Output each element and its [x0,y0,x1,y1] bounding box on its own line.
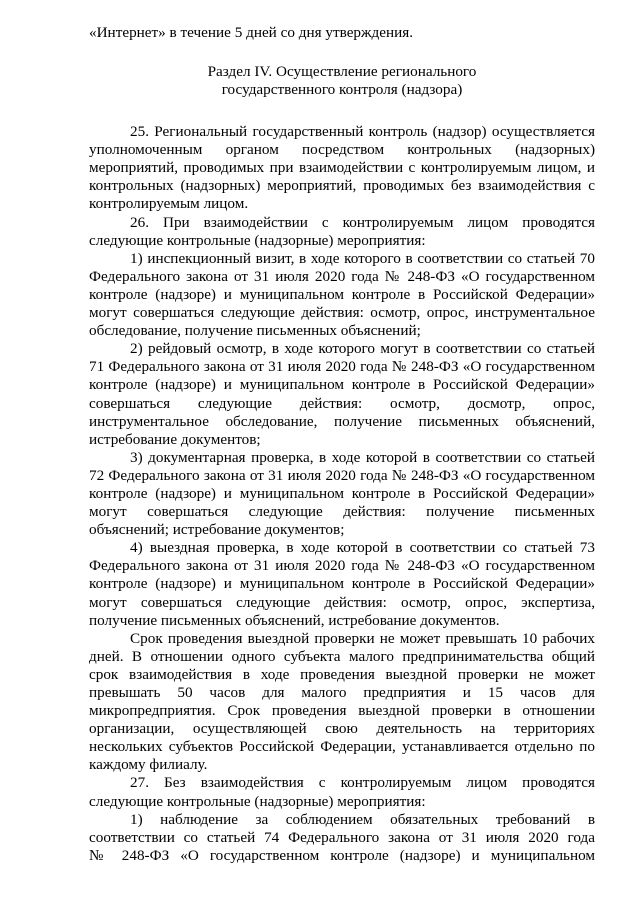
paragraph-text: 26. При взаимодействии с контролируемым лицом проводятся [130,213,595,231]
paragraph [89,449,595,539]
paragraph [89,250,595,340]
paragraph [89,811,595,865]
section-heading-line1: Раздел IV. Осуществление регионального [207,63,477,81]
paragraph-last-line: каждому филиалу. [89,756,208,774]
paragraph-last-line: следующие контрольные (надзорные) мероприятия: [89,231,426,249]
paragraph-last-line: обследование, получение письменных объяснений; [89,322,421,340]
paragraph-text: 1) инспекционный визит, в ходе которого в соответствии со статьей 70 Федерального закона от 31 июля 2020 года № 248-ФЗ «О государственном контроле (надзоре) и муниципальном контроле в Российской Федерации» могут совершаться следующие действия: осмотр, опрос, инструментальное [89,249,595,322]
paragraph [89,539,595,629]
paragraph-text: 1) наблюдение за соблюдением обязательных требований в соответствии со статьей 74 Федерального закона от 31 июля 2020 года [89,810,595,846]
document-page [89,24,595,865]
paragraph [89,774,595,810]
paragraph [89,123,595,213]
document-body [89,123,595,865]
paragraph-text: 27. Без взаимодействия с контролируемым лицом проводятся [130,774,595,792]
paragraph [89,630,595,775]
section-heading-line2: государственного контроля (надзора) [221,81,463,99]
paragraph-last-line: истребование документов; [89,430,261,448]
intro-line: «Интернет» в течение 5 дней со дня утверждения. [89,24,414,41]
paragraph-text: Срок проведения выездной проверки не может превышать 10 рабочих дней. В отношении одного субъекта малого предпринимательства общий срок взаимодействия в ходе проведения выездной проверки не может превышать 50 часов для малого предприятия и 15 часов для микропредприятия. Срок проведения выездной проверки в отношении организации, осуществляющей свою деятельность на территориях нескольких субъектов Российской Федерации, устанавливается отдельно по [89,629,595,756]
paragraph-text: 25. Региональный государственный контроль (надзор) осуществляется уполномоченным органом посредством контрольных (надзорных) мероприятий, проводимых при взаимодействии с контролируемым лицом, и контрольных (надзорных) мероприятий, проводимых без взаимодействия с [89,123,595,195]
paragraph-last-line: объяснений; истребование документов; [89,521,345,539]
paragraph [89,214,595,250]
paragraph-last-line: получение письменных объяснений, истребование документов. [89,611,500,629]
paragraph [89,340,595,449]
paragraph-last-line: контролируемым лицом. [89,195,249,213]
paragraph-text: 3) документарная проверка, в ходе которой в соответствии со статьей 72 Федерального закона от 31 июля 2020 года № 248-ФЗ «О государственном контроле (надзоре) и муниципальном контроле в Российской Федерации» могут совершаться следующие действия: получение письменных [89,448,595,521]
paragraph-last-line: следующие контрольные (надзорные) мероприятия: [89,792,426,810]
section-heading [89,63,595,99]
paragraph-text: 4) выездная проверка, в ходе которой в соответствии со статьей 73 Федерального закона от 31 июля 2020 года № 248-ФЗ «О государственном контроле (надзоре) и муниципальном контроле в Российской Федерации» могут совершаться следующие действия: осмотр, опрос, экспертиза, [89,539,595,611]
paragraph-text: 2) рейдовый осмотр, в ходе которого могут в соответствии со статьей 71 Федерального закона от 31 июля 2020 года № 248-ФЗ «О государственном контроле (надзоре) и муниципальном контроле в Российской Федерации» совершаться следующие действия: осмотр, досмотр, опрос, инструментальное обследование, получение письменных объяснений, [89,340,595,430]
paragraph-last-line: № 248-ФЗ «О государственном контроле (надзоре) и муниципальном [89,846,595,864]
